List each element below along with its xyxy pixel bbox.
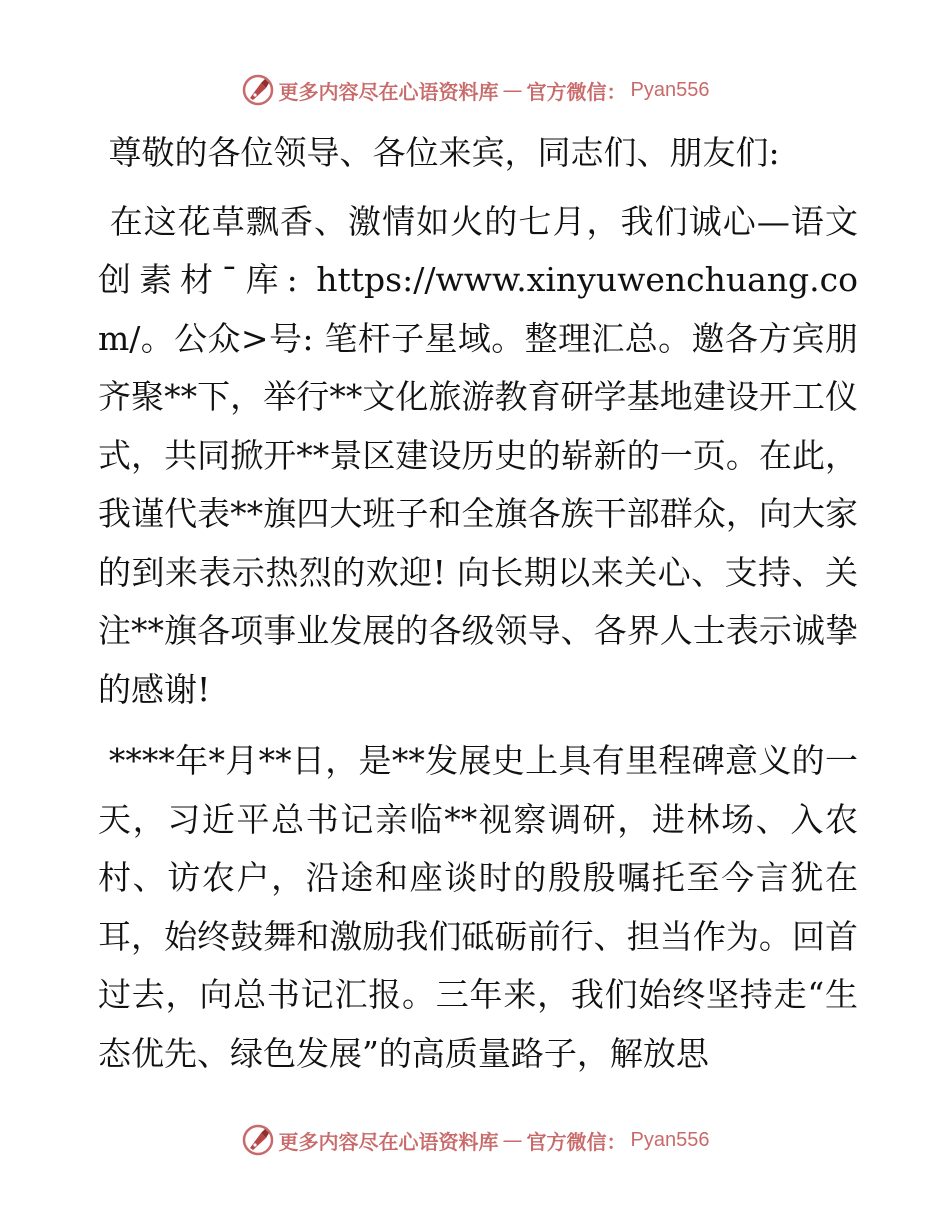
body-paragraph-2: ****年*月**日，是**发展史上具有里程碑意义的一天，习近平总书记亲临**视察调研，进林场、入农村、访农户，沿途和座谈时的殷殷嘱托至今言犹在耳，始终鼓舞和激励我们砥砺前行、担当作为。回首过去，向总书记汇报。三年来，我们始终坚持走“生态优先、绿色发展”的高质量路子，解放思 [98, 741, 858, 1073]
watermark-label: 官方微信： [526, 1129, 627, 1154]
footer-watermark [0, 1122, 950, 1158]
watermark-text: 更多内容尽在心语资料库 [278, 79, 499, 104]
watermark-account: Pyan556 [630, 78, 710, 101]
watermark-account: Pyan556 [630, 1128, 710, 1151]
watermark-dash: — [502, 1128, 523, 1152]
greeting-paragraph: 尊敬的各位领导、各位来宾，同志们、朋友们: [98, 133, 780, 172]
body-paragraph-1: 在这花草飘香、激情如火的七月，我们诚心—语文创素材¯库: https://www.xinyuwenchuang.com/。公众>号: 笔杆子星域。整理汇总。邀各方宾朋齐聚**下，举行**文化旅游教育研学基地建设开工仪式，共同掀开**景区建设历史的崭新的一页。在此，我谨代表**旗四大班子和全旗各族干部群众，向大家的到来表示热烈的欢迎! 向长期以来关心、支持、关注**旗各项事业发展的各级领导、各界人士表示诚挚的感谢! [98, 201, 858, 709]
document-body [98, 124, 858, 1096]
header-watermark [0, 72, 950, 108]
pen-nib-logo-icon [241, 73, 275, 107]
watermark-label: 官方微信： [526, 79, 627, 104]
watermark-dash: — [502, 78, 523, 102]
pen-nib-logo-icon [241, 1123, 275, 1157]
watermark-text: 更多内容尽在心语资料库 [278, 1129, 499, 1154]
